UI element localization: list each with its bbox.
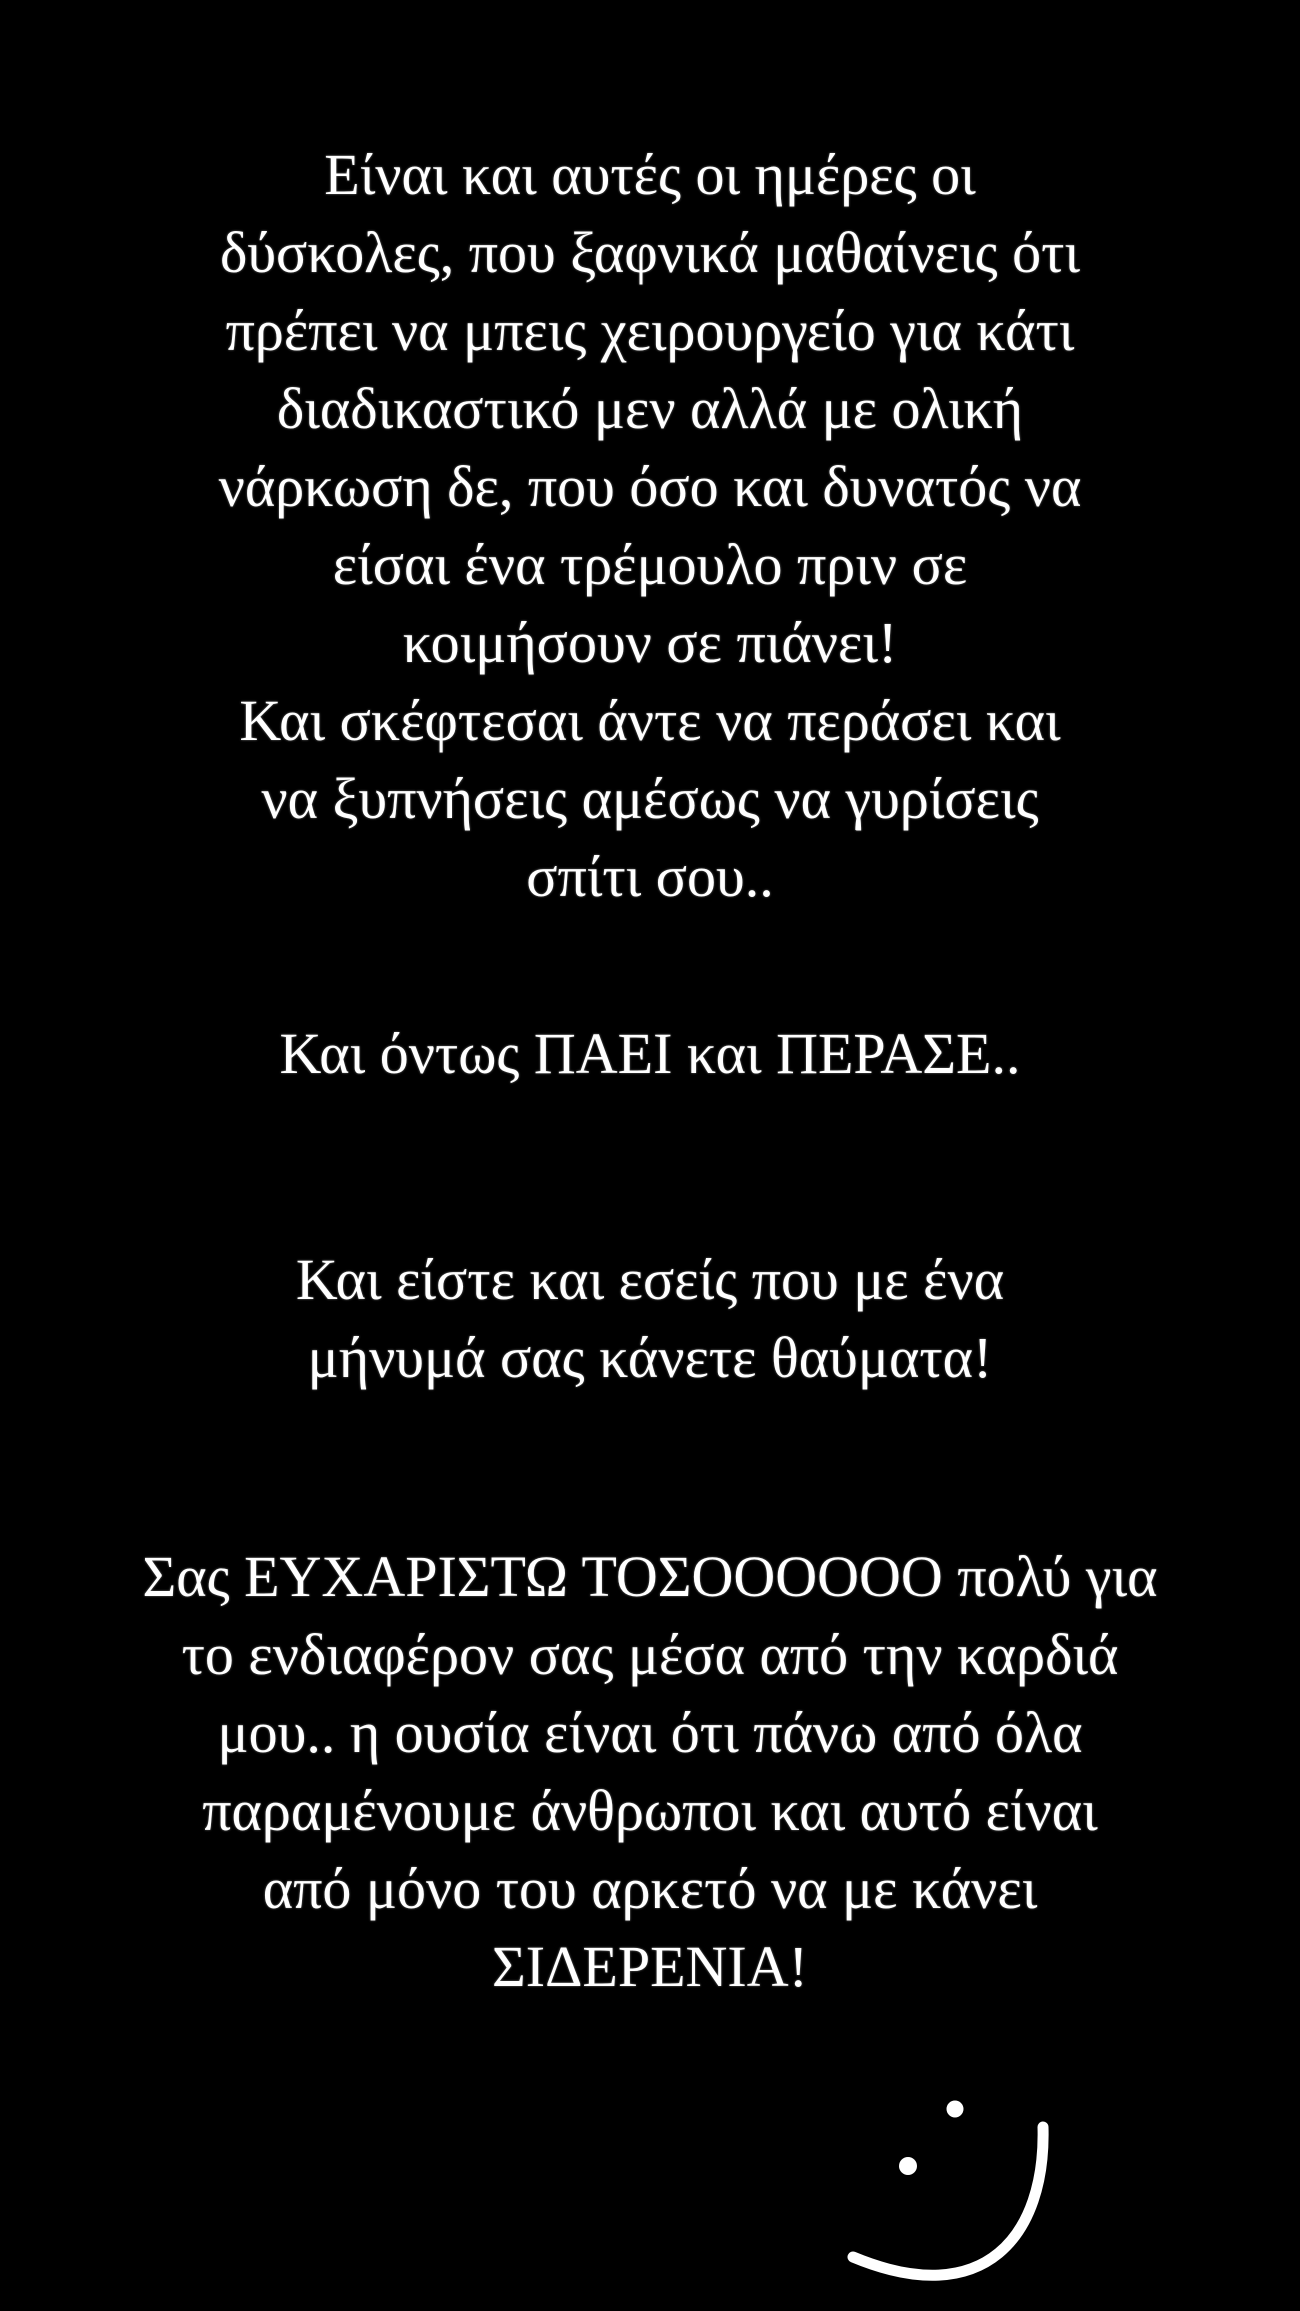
paragraph-thank-you (0, 1538, 1300, 2006)
paragraph-surgery-story (0, 136, 1300, 682)
text-line: παραμένουμε άνθρωποι και αυτό είναι (202, 1778, 1098, 1843)
text-line: Είναι και αυτές οι ημέρες οι (324, 142, 976, 207)
text-line: να ξυπνήσεις αμέσως να γυρίσεις (261, 766, 1039, 831)
text-line: δύσκολες, που ξαφνικά μαθαίνεις ότι (219, 220, 1081, 285)
smiley-eye-icon (899, 2157, 917, 2175)
text-line: σπίτι σου.. (526, 844, 774, 909)
text-line: νάρκωση δε, που όσο και δυνατός να (218, 454, 1082, 519)
text-line: το ενδιαφέρον σας μέσα από την καρδιά (181, 1622, 1119, 1687)
text-line: διαδικαστικό μεν αλλά με ολική (276, 376, 1024, 441)
text-line: κοιμήσουν σε πιάνει! (402, 610, 898, 675)
paragraph-waiting-thoughts (0, 682, 1300, 916)
paragraph-your-messages (0, 1241, 1300, 1397)
text-line: μήνυμά σας κάνετε θαύματα! (307, 1325, 993, 1390)
smiley-eye-icon (947, 2101, 964, 2118)
text-line: είσαι ένα τρέμουλο πριν σε (332, 532, 968, 597)
text-line: ΣΙΔΕΡΕΝΙΑ! (492, 1934, 808, 1999)
text-line: Σας ΕΥΧΑΡΙΣΤΩ ΤΟΣΟΟΟΟΟΟ πολύ για (142, 1544, 1158, 1609)
text-line: από μόνο του αρκετό να με κάνει (262, 1856, 1038, 1921)
text-line: μου.. η ουσία είναι ότι πάνω από όλα (217, 1700, 1083, 1765)
paragraph-it-passed (0, 1015, 1300, 1093)
smiley-mouth-icon (853, 2127, 1043, 2275)
text-line: πρέπει να μπεις χειρουργείο για κάτι (225, 298, 1075, 363)
text-line: Και είστε και εσείς που με ένα (295, 1247, 1005, 1312)
text-line: Και όντως ΠΑΕΙ και ΠΕΡΑΣΕ.. (279, 1021, 1021, 1086)
text-line: Και σκέφτεσαι άντε να περάσει και (239, 688, 1061, 753)
